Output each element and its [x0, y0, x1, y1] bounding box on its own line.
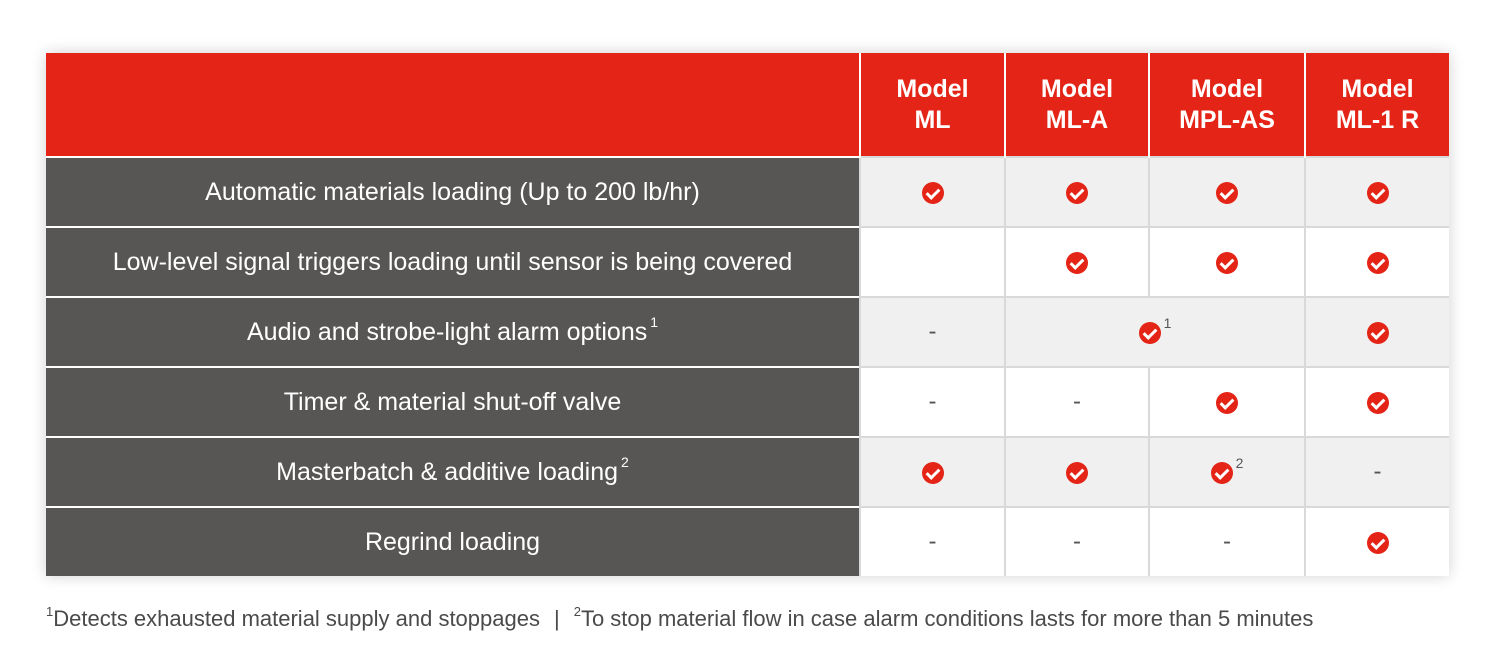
model-comparison-table [46, 53, 1449, 576]
check-icon [1367, 182, 1389, 204]
value-cell [860, 227, 1005, 297]
feature-label: Timer & material shut-off valve [283, 387, 622, 416]
feature-label: Automatic materials loading (Up to 200 lb/hr) [205, 177, 700, 206]
table-row [46, 507, 1449, 576]
value-cell [860, 507, 1005, 576]
value-cell [1005, 297, 1305, 367]
value-cell [1005, 227, 1149, 297]
feature-label: Low-level signal triggers loading until sensor is being covered [112, 247, 793, 276]
table-body [46, 157, 1449, 576]
model-label: Model [896, 74, 969, 103]
model-name: ML-1 R [1335, 105, 1420, 134]
value-cell [1149, 227, 1305, 297]
check-icon [1367, 392, 1389, 414]
dash-mark: - [1073, 388, 1081, 415]
value-cell [1149, 157, 1305, 227]
feature-footnote-marker: 2 [621, 453, 629, 470]
table-row [46, 227, 1449, 297]
cell-footnote-marker: 2 [1235, 455, 1244, 471]
feature-cell [46, 227, 860, 297]
table-row [46, 437, 1449, 507]
dash-mark: - [1073, 528, 1081, 555]
value-cell [1005, 437, 1149, 507]
check-icon [1367, 532, 1389, 554]
value-cell [1005, 157, 1149, 227]
value-cell [1305, 367, 1449, 437]
value-cell [860, 157, 1005, 227]
model-name: ML [914, 105, 951, 134]
value-cell [860, 367, 1005, 437]
value-cell [860, 297, 1005, 367]
footnote-line [46, 606, 1456, 632]
header-model-ml-a [1005, 53, 1149, 157]
check-icon [1066, 252, 1088, 274]
value-cell [1305, 437, 1449, 507]
feature-cell [46, 297, 860, 367]
dash-mark: - [928, 318, 937, 345]
value-cell [860, 437, 1005, 507]
footnote-1-text: Detects exhausted material supply and stoppages [53, 606, 540, 631]
footnote-1-marker: 1 [46, 604, 54, 619]
value-cell [1149, 507, 1305, 576]
check-icon [1211, 462, 1233, 484]
value-cell [1005, 507, 1149, 576]
value-cell [1005, 367, 1149, 437]
check-icon [1066, 182, 1088, 204]
model-label: Model [1341, 74, 1414, 103]
header-corner-cell [46, 53, 860, 157]
footnote-separator: | [553, 606, 560, 631]
header-model-mpl-as [1149, 53, 1305, 157]
table-row [46, 157, 1449, 227]
check-icon [1367, 252, 1389, 274]
dash-mark: - [928, 388, 937, 415]
table-row [46, 367, 1449, 437]
check-icon [1216, 252, 1238, 274]
value-cell [1305, 297, 1449, 367]
dash-mark: - [1223, 528, 1231, 555]
value-cell [1149, 437, 1305, 507]
table-row [46, 297, 1449, 367]
model-label: Model [1040, 74, 1114, 103]
footnote-2-marker: 2 [573, 604, 581, 619]
feature-cell [46, 367, 860, 437]
value-cell [1305, 507, 1449, 576]
model-label: Model [1190, 74, 1264, 103]
dash-mark: - [928, 528, 937, 555]
check-icon [1367, 322, 1389, 344]
feature-label: Masterbatch & additive loading [276, 457, 619, 486]
check-icon [1216, 392, 1238, 414]
check-icon [1216, 182, 1238, 204]
check-icon [922, 462, 944, 484]
check-icon [922, 182, 944, 204]
footnote-2-text: To stop material flow in case alarm conditions lasts for more than 5 minutes [580, 606, 1314, 631]
comparison-table-container [46, 53, 1449, 576]
value-cell [1149, 367, 1305, 437]
header-row [46, 53, 1449, 157]
value-cell [1305, 227, 1449, 297]
check-icon [1066, 462, 1088, 484]
cell-footnote-marker: 1 [1163, 315, 1172, 331]
model-name: ML-A [1045, 105, 1109, 134]
feature-cell [46, 157, 860, 227]
feature-cell [46, 507, 860, 576]
feature-label: Audio and strobe-light alarm options [246, 317, 648, 346]
value-cell [1305, 157, 1449, 227]
feature-label: Regrind loading [364, 527, 541, 556]
model-name: MPL-AS [1179, 105, 1275, 134]
dash-mark: - [1373, 458, 1382, 485]
feature-cell [46, 437, 860, 507]
check-icon [1139, 322, 1161, 344]
header-model-ml-1r [1305, 53, 1449, 157]
feature-footnote-marker: 1 [650, 313, 659, 330]
header-model-ml [860, 53, 1005, 157]
